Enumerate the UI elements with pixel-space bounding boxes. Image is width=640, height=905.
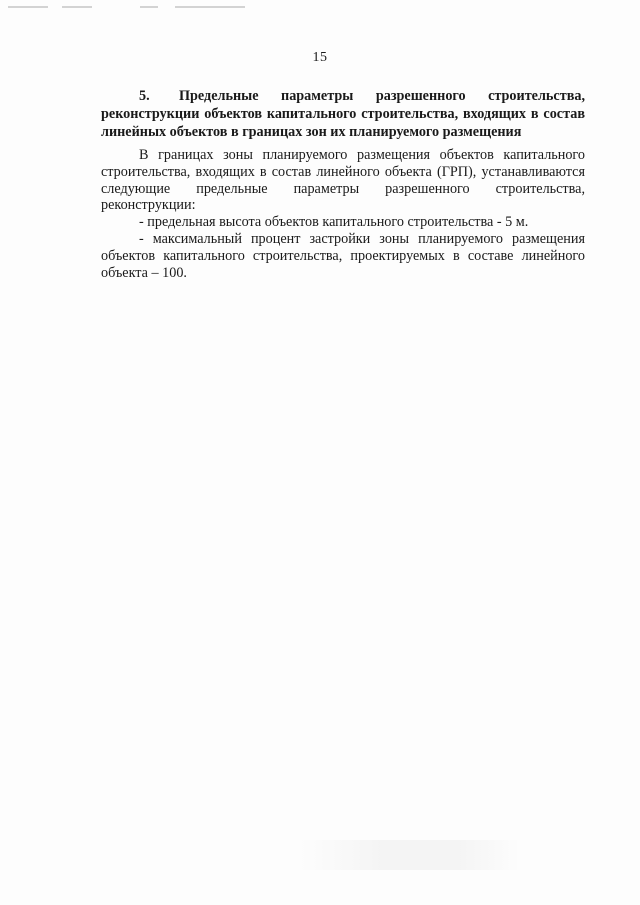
- list-item-coverage: - максимальный процент застройки зоны планируемого размещения объектов капитального строительства, проектируемых в составе линейного объекта – 100.: [101, 230, 585, 281]
- section-body: [101, 147, 585, 281]
- scan-artifact: [140, 6, 158, 8]
- scan-artifact: [300, 840, 520, 870]
- list-item-height: - предельная высота объектов капитального строительства - 5 м.: [139, 214, 529, 231]
- section-number: 5.: [139, 88, 150, 104]
- scan-artifact: [62, 6, 92, 8]
- page-number: 15: [312, 50, 328, 65]
- paragraph: В границах зоны планируемого размещения объектов капитального строительства, входящих в состав линейного объекта (ГРП), устанавливаются следующие предельные параметры разрешенного строительства, реконструкции:: [101, 147, 585, 214]
- document-content: [101, 87, 585, 281]
- section-heading-text: Предельные параметры разрешенного строительства, реконструкции объектов капитального строительства, входящих в состав линейных объектов в границах зон их планируемого размещения: [101, 88, 585, 140]
- scan-artifact: [175, 6, 245, 8]
- section-heading: [101, 87, 585, 141]
- scan-artifact: [8, 6, 48, 8]
